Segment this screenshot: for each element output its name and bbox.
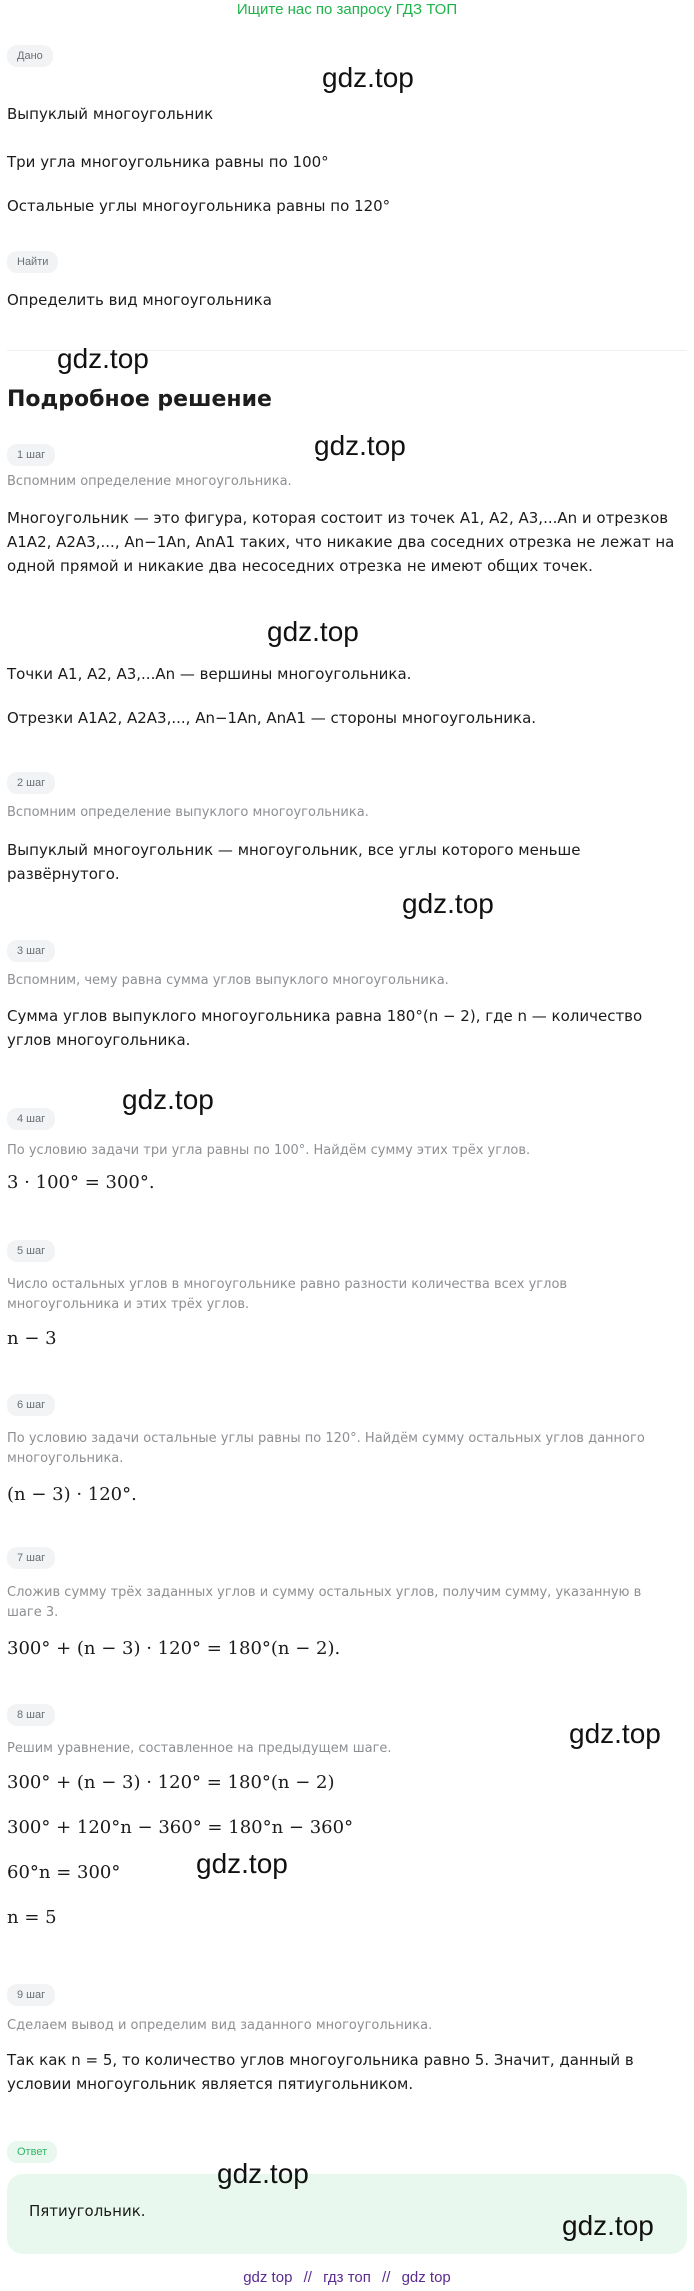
step-body-text: Отрезки A1A2, A2A3,..., An−1An, AnA1 — стороны многоугольника. (7, 709, 537, 727)
step-equation: 300° + 120°n − 360° = 180°n − 360° (7, 1817, 354, 1838)
given-line-1: Выпуклый многоугольник (7, 105, 214, 123)
watermark: gdz.top (217, 2158, 309, 2189)
watermark: gdz.top (402, 888, 494, 919)
given-label: Дано (7, 45, 53, 67)
step-hint: Сделаем вывод и определим вид заданного многоугольника. (7, 2018, 433, 2033)
step-label: 5 шаг (7, 1240, 55, 1262)
answer-label-row (7, 2140, 687, 2163)
watermark: gdz.top (57, 343, 149, 374)
step-label: 6 шаг (7, 1394, 55, 1416)
footer-links (0, 2268, 694, 2288)
step-body-text: Выпуклый многоугольник — многоугольник, все углы которого меньше развёрнутого. (7, 841, 581, 883)
footer-link[interactable]: гдз топ (323, 2269, 371, 2286)
step-label: 3 шаг (7, 940, 55, 962)
step-label: 2 шаг (7, 772, 55, 794)
footer-separator: // (303, 2269, 312, 2286)
step-equation: 300° + (n − 3) · 120° = 180°(n − 2). (7, 1638, 341, 1659)
footer-link[interactable]: gdz top (401, 2269, 451, 2286)
watermark: gdz.top (196, 1848, 288, 1879)
footer-link[interactable]: gdz top (243, 2269, 293, 2286)
step-body-text: Так как n = 5, то количество углов многоугольника равно 5. Значит, данный в условии многоугольник является пятиугольником. (7, 2051, 634, 2093)
step-label: 1 шаг (7, 444, 55, 466)
step-label: 8 шаг (7, 1704, 55, 1726)
watermark: gdz.top (314, 430, 406, 461)
find-label: Найти (7, 251, 58, 273)
step-body-text: Точки A1, A2, A3,...An — вершины многоугольника. (7, 665, 412, 683)
find-line: Определить вид многоугольника (7, 291, 272, 309)
top-banner: Ищите нас по запросу ГДЗ ТОП (236, 1, 458, 18)
step-equation: 300° + (n − 3) · 120° = 180°(n − 2) (7, 1772, 335, 1793)
find-label-row (7, 250, 687, 273)
step-hint: Число остальных углов в многоугольнике равно разности количества всех углов многоугольника и этих трёх углов. (7, 1277, 568, 1312)
step-equation: n − 3 (7, 1328, 57, 1349)
step-hint: Вспомним, чему равна сумма углов выпуклого многоугольника. (7, 973, 449, 988)
watermark: gdz.top (122, 1084, 214, 1115)
step-equation: 60°n = 300° (7, 1862, 121, 1883)
step-hint: По условию задачи остальные углы равны по 120°. Найдём сумму остальных углов данного многоугольника. (7, 1431, 645, 1466)
answer-label: Ответ (7, 2141, 57, 2163)
step-body-text: Сумма углов выпуклого многоугольника равна 180°(n − 2), где n — количество углов многоугольника. (7, 1007, 643, 1049)
given-line-2: Три угла многоугольника равны по 100° (7, 153, 329, 171)
step-5-label-row (7, 1239, 687, 1262)
watermark: gdz.top (569, 1718, 661, 1749)
step-2-label-row (7, 771, 687, 794)
step-equation: n = 5 (7, 1907, 57, 1928)
footer-separator: // (382, 2269, 391, 2286)
step-hint: Решим уравнение, составленное на предыдущем шаге. (7, 1741, 392, 1756)
step-equation: 3 · 100° = 300°. (7, 1172, 155, 1193)
step-label: 9 шаг (7, 1984, 55, 2006)
watermark: gdz.top (322, 62, 414, 93)
step-body-text: Многоугольник — это фигура, которая состоит из точек A1, A2, A3,...An и отрезков A1A2, A2A3,..., An−1An, AnA1 таких, что никакие два соседних отрезка не лежат на одной прямой и никакие два несоседних отрезка не имеют общих точек. (7, 509, 675, 575)
step-3-label-row (7, 939, 687, 962)
step-hint: По условию задачи три угла равны по 100°. Найдём сумму этих трёх углов. (7, 1143, 531, 1158)
given-line-3: Остальные углы многоугольника равны по 120° (7, 197, 391, 215)
step-6-label-row (7, 1393, 687, 1416)
step-9-label-row (7, 1983, 687, 2006)
watermark: gdz.top (267, 616, 359, 647)
step-label: 7 шаг (7, 1547, 55, 1569)
answer-text: Пятиугольник. (29, 2202, 146, 2220)
step-label: 4 шаг (7, 1108, 55, 1130)
step-hint: Вспомним определение многоугольника. (7, 474, 292, 489)
solution-title: Подробное решение (7, 387, 272, 412)
step-4-label-row (7, 1107, 687, 1130)
step-hint: Вспомним определение выпуклого многоугольника. (7, 805, 369, 820)
step-7-label-row (7, 1546, 687, 1569)
step-equation: (n − 3) · 120°. (7, 1484, 137, 1505)
step-hint: Сложив сумму трёх заданных углов и сумму остальных углов, получим сумму, указанную в шаге 3. (7, 1585, 642, 1620)
watermark: gdz.top (562, 2210, 654, 2241)
